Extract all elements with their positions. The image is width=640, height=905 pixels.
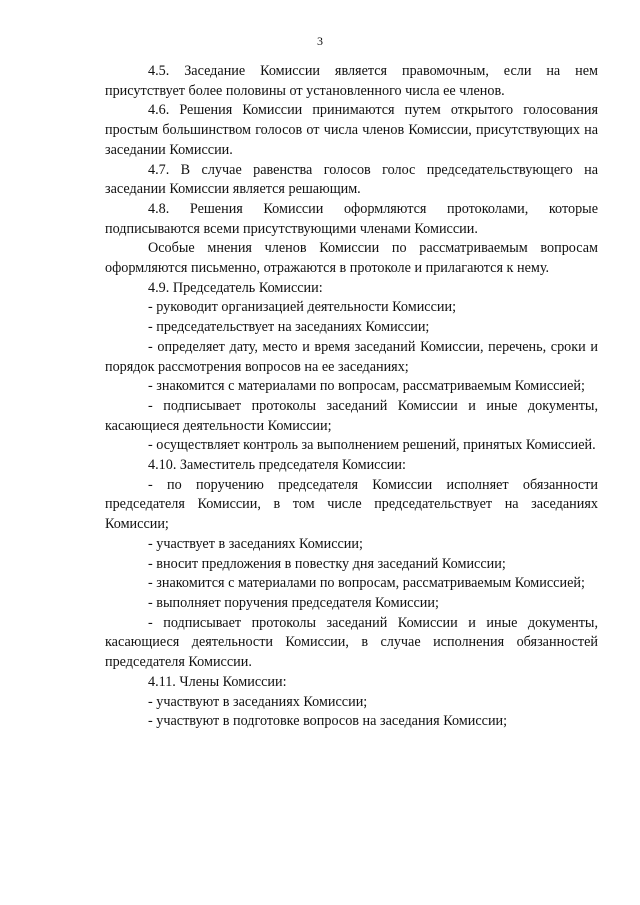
paragraph-special-opinions: Особые мнения членов Комиссии по рассматриваемым вопросам оформляются письменно, отражаются в протоколе и прилагаются к нему. [105,240,598,277]
list-item: - знакомится с материалами по вопросам, рассматриваемым Комиссией; [148,575,585,592]
list-item: - участвуют в подготовке вопросов на заседания Комиссии; [148,713,508,730]
paragraph-4-11-heading: 4.11. Члены Комиссии: [148,673,287,690]
document-body [105,62,598,732]
list-item: - вносит предложения в повестку дня заседаний Комиссии; [148,555,506,572]
paragraph-4-10-heading: 4.10. Заместитель председателя Комиссии: [148,457,406,474]
list-item: - подписывает протоколы заседаний Комиссии и иные документы, касающиеся деятельности Комиссии, в случае исполнения обязанностей председателя Комиссии. [105,614,598,671]
list-item: - подписывает протоколы заседаний Комиссии и иные документы, касающиеся деятельности Комиссии; [105,397,598,434]
paragraph-4-8: 4.8. Решения Комиссии оформляются протоколами, которые подписываются всеми присутствующими членами Комиссии. [105,200,598,237]
paragraph-4-7: 4.7. В случае равенства голосов голос председательствующего на заседании Комиссии является решающим. [105,161,598,198]
list-item: - участвуют в заседаниях Комиссии; [148,693,368,710]
list-item: - участвует в заседаниях Комиссии; [148,535,363,552]
paragraph-4-9-heading: 4.9. Председатель Комиссии: [148,279,323,296]
list-item: - руководит организацией деятельности Комиссии; [148,299,457,316]
list-item: - выполняет поручения председателя Комиссии; [148,594,439,611]
list-item: - председательствует на заседаниях Комиссии; [148,319,430,336]
list-item: - знакомится с материалами по вопросам, рассматриваемым Комиссией; [148,378,585,395]
page-number: 3 [317,34,323,48]
list-item: - определяет дату, место и время заседаний Комиссии, перечень, сроки и порядок рассмотрения вопросов на ее заседаниях; [105,338,598,375]
paragraph-4-5: 4.5. Заседание Комиссии является правомочным, если на нем присутствует более половины от установленного числа ее членов. [105,63,598,99]
paragraph-4-6: 4.6. Решения Комиссии принимаются путем открытого голосования простым большинством голосов от числа членов Комиссии, присутствующих на заседании Комиссии. [105,102,598,158]
list-item: - по поручению председателя Комиссии исполняет обязанности председателя Комиссии, в том числе председательствует на заседаниях Комиссии; [105,476,598,533]
list-item: - осуществляет контроль за выполнением решений, принятых Комиссией. [148,437,596,454]
